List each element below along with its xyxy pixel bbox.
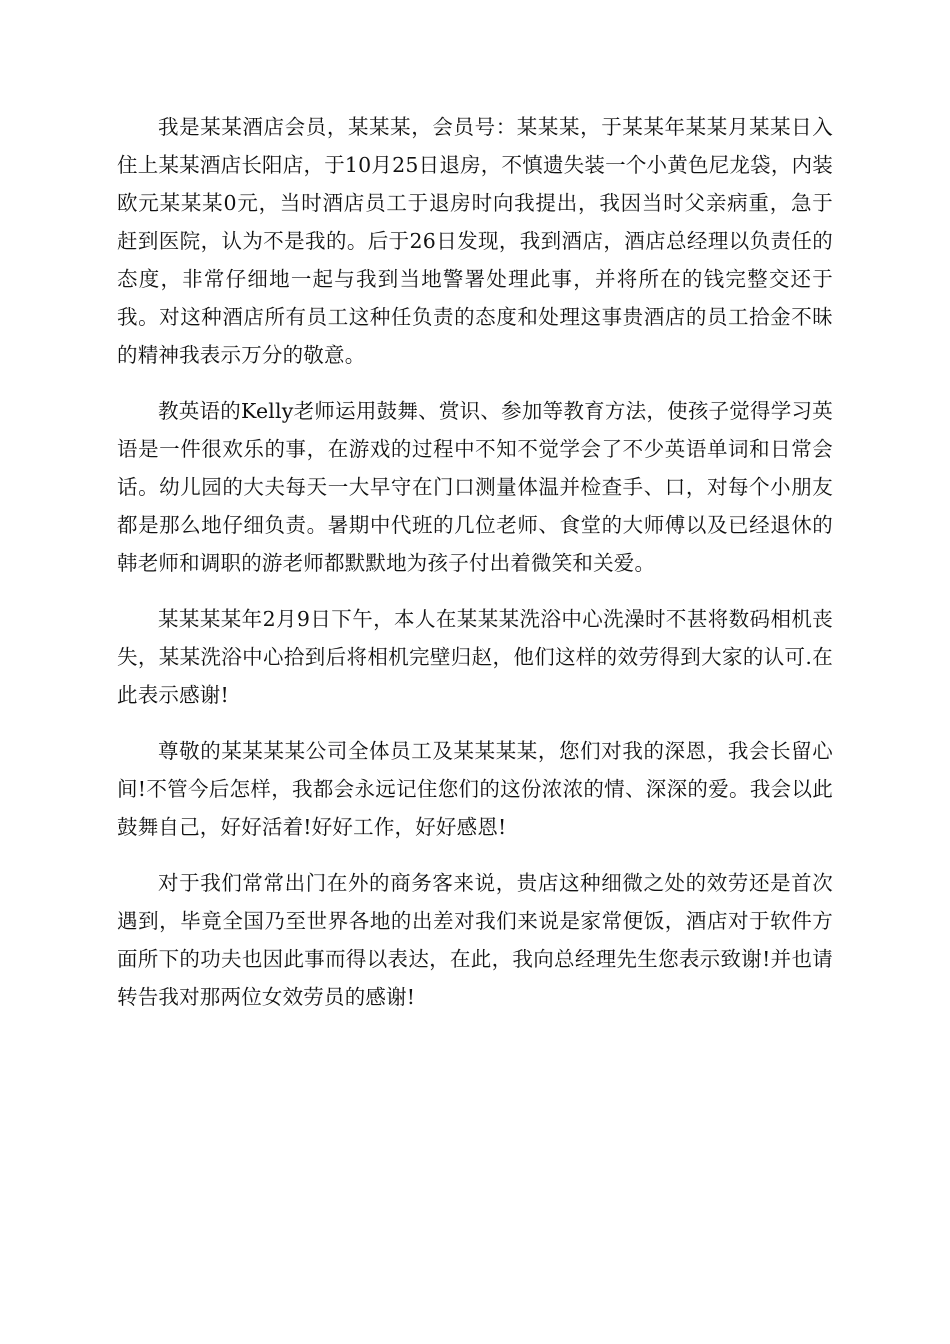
paragraph-company-gratitude: 尊敬的某某某某公司全体员工及某某某某，您们对我的深恩，我会长留心间!不管今后怎样，我都会永远记住您们的这份浓浓的情、深深的爱。我会以此鼓舞自己，好好活着!好好工作，好好感恩! xyxy=(117,739,833,839)
paragraph-hotel-lost-bag: 我是某某酒店会员，某某某，会员号：某某某，于某某年某某月某某日入住上某某酒店长阳店，于10月25日退房，不慎遗失装一个小黄色尼龙袋，内装欧元某某某0元，当时酒店员工于退房时向我提出，我因当时父亲病重，急于赶到医院，认为不是我的。后于26日发现，我到酒店，酒店总经理以负责任的态度，非常仔细地一起与我到当地警署处理此事，并将所在的钱完整交还于我。对这种酒店所有员工这种任负责的态度和处理这事贵酒店的员工拾金不昧的精神我表示万分的敬意。 xyxy=(117,115,833,367)
paragraph-business-traveler: 对于我们常常出门在外的商务客来说，贵店这种细微之处的效劳还是首次遇到，毕竟全国乃至世界各地的出差对我们来说是家常便饭，酒店对于软件方面所下的功夫也因此事而得以表达，在此，我向总经理先生您表示致谢!并也请转告我对那两位女效劳员的感谢! xyxy=(117,871,833,1009)
paragraph-bathhouse-camera: 某某某某年2月9日下午，本人在某某某洗浴中心洗澡时不甚将数码相机丧失，某某洗浴中心拾到后将相机完壁归赵，他们这样的效劳得到大家的认可.在此表示感谢! xyxy=(117,607,833,707)
document-body xyxy=(117,108,833,1034)
paragraph-kindergarten-teachers: 教英语的Kelly老师运用鼓舞、赏识、参加等教育方法，使孩子觉得学习英语是一件很欢乐的事，在游戏的过程中不知不觉学会了不少英语单词和日常会话。幼儿园的大夫每天一大早守在门口测量体温并检查手、口，对每个小朋友都是那么地仔细负责。暑期中代班的几位老师、食堂的大师傅以及已经退休的韩老师和调职的游老师都默默地为孩子付出着微笑和关爱。 xyxy=(117,399,833,575)
